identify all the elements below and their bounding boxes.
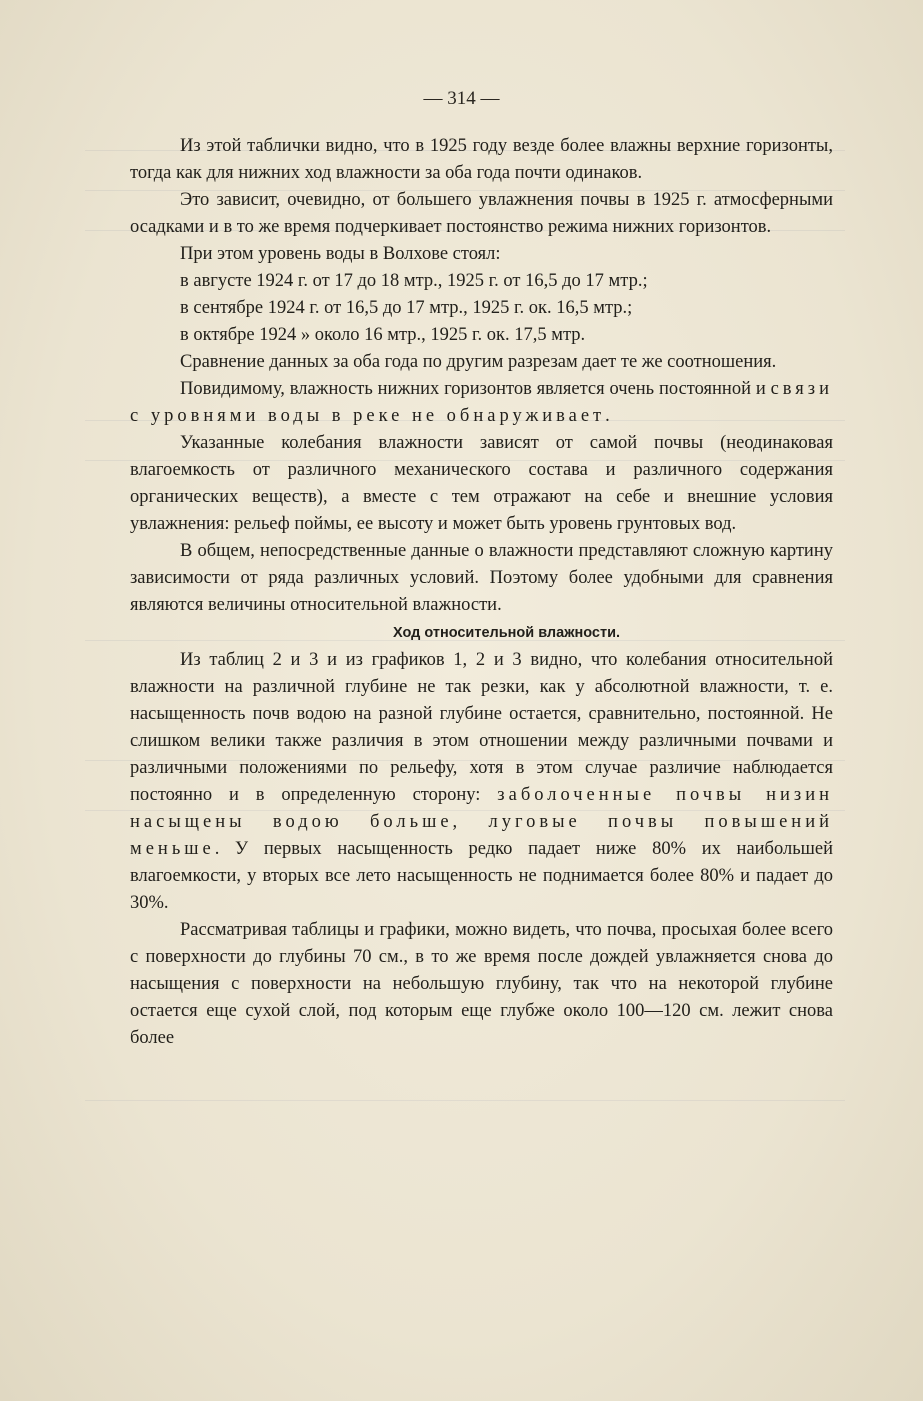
paragraph-2: Это зависит, очевидно, от большего увлажнения почвы в 1925 г. атмосферными осадками и в то же время подчеркивает постоянство режима нижних горизонтов. [130, 190, 833, 237]
paragraph-9: Рассматривая таблицы и графики, можно видеть, что почва, просыхая более всего с поверхности до глубины 70 см., в то же время после дождей увлажняется снова до насыщения с поверхности на небольшую глубину, так что на некоторой глубине остается еще сухой слой, под которым еще глубже около 100—120 см. лежит снова более [130, 920, 833, 1048]
paragraph-5-end: . [605, 406, 610, 426]
section-heading: Ход относительной влажности. [392, 625, 621, 641]
water-level-september: в сентябре 1924 г. от 16,5 до 17 мтр., 1925 г. ок. 16,5 мтр.; [180, 298, 633, 318]
body-text [130, 133, 833, 1052]
paragraph-3-intro: При этом уровень воды в Волхове стоял: [180, 244, 501, 264]
paragraph-8-text: Из таблиц 2 и 3 и из графиков 1, 2 и 3 видно, что колебания относительной влажности на различной глубине не так резки, как у абсолютной влажности, т. е. насыщенность почв водою на разной глубине остается, сравнительно, постоянной. Не слишком велики также различия в этом отношении между различными почвами и различными положениями по рельефу, хотя в этом случае различие наблюдается постоянно и в определенную сторону: [130, 650, 833, 805]
water-level-august: в августе 1924 г. от 17 до 18 мтр., 1925 г. от 16,5 до 17 мтр.; [180, 271, 648, 291]
paragraph-4: Сравнение данных за оба года по другим разрезам дает те же соотношения. [180, 352, 777, 372]
paragraph-5-text: Повидимому, влажность нижних горизонтов является очень постоянной и [180, 379, 766, 399]
paragraph-5-spaced: связи с уровнями воды в реке не обнаруживает [130, 379, 833, 426]
paragraph-8-spaced: заболоченные почвы низин насыщены водою больше, луговые почвы повышений меньше [130, 785, 833, 859]
water-level-october: в октябре 1924 » около 16 мтр., 1925 г. ок. 17,5 мтр. [180, 325, 586, 345]
paragraph-8-end: . У первых насыщенность редко падает ниже 80% их наибольшей влагоемкости, у вторых все лето насыщенность не поднимается более 80% и падает до 30%. [130, 839, 833, 913]
paragraph-6: Указанные колебания влажности зависят от самой почвы (неодинаковая влагоемкость от различного механического состава и различного содержания органических веществ), а вместе с тем отражают на себе и внешние условия увлажнения: рельеф поймы, ее высоту и может быть уровень грунтовых вод. [130, 433, 833, 534]
paragraph-7: В общем, непосредственные данные о влажности представляют сложную картину зависимости от ряда различных условий. Поэтому более удобными для сравнения являются величины относительной влажности. [130, 541, 833, 615]
page-number: — 314 — [423, 88, 500, 109]
paragraph-8 [130, 647, 833, 917]
paragraph-5 [130, 376, 833, 430]
paragraph-1: Из этой таблички видно, что в 1925 году везде более влажны верхние горизонты, тогда как для нижних ход влажности за оба года почти одинаков. [130, 136, 833, 183]
